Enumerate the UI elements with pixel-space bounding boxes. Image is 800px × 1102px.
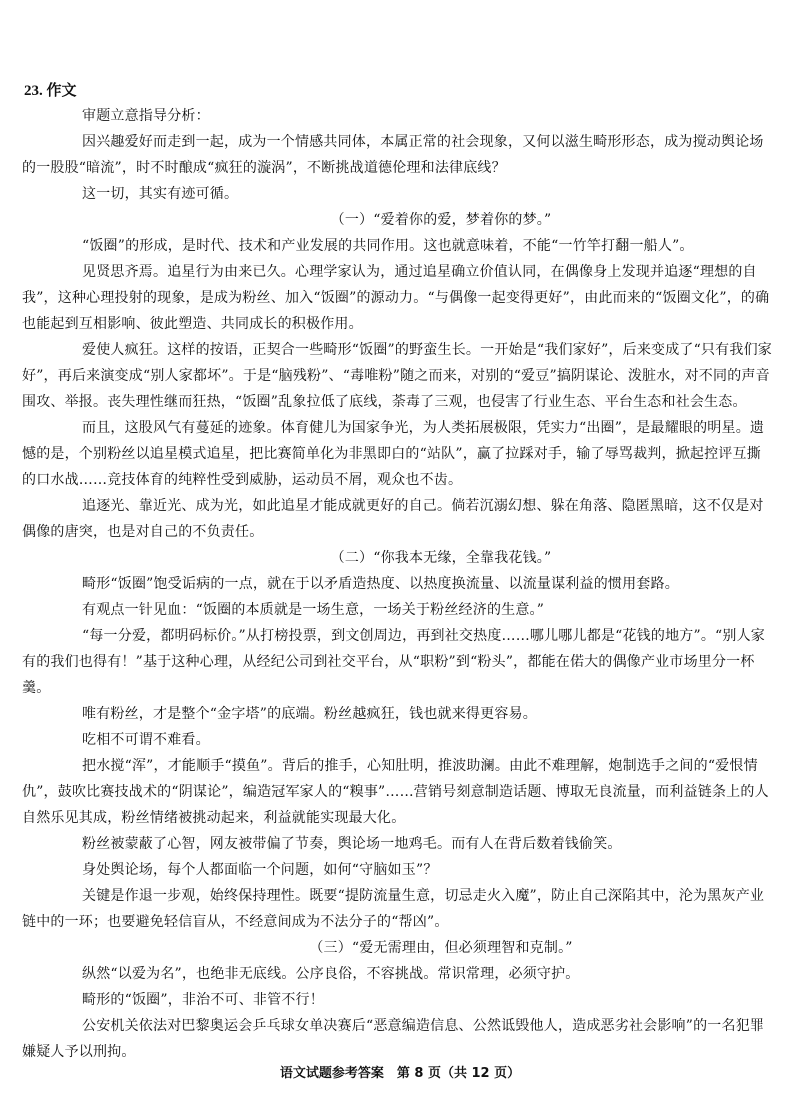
paragraph: 有观点一针见血：“饭圈的本质就是一场生意，一场关于粉丝经济的生意。” (82, 602, 545, 618)
section-heading-guidance: 审题立意指导分析： (82, 108, 210, 124)
paragraph: 畸形的“饭圈”，非治不可、非管不行！ (82, 992, 324, 1008)
paragraph: 身处舆论场，每个人都面临一个问题，如何“守脑如玉”？ (82, 862, 438, 878)
paragraph: 追逐光、靠近光、成为光，如此追星才能成就更好的自己。倘若沉溺幻想、躲在角落、隐匿黑暗，这不仅是对偶像的唐突，也是对自己的不负责任。 (22, 498, 764, 540)
page-footer: 语文试题参考答案 第 8 页（共 12 页） (279, 1066, 521, 1081)
paragraph: 这一切，其实有迹可循。 (82, 186, 239, 202)
subheading-one: （一）“爱着你的爱，梦着你的梦。” (330, 212, 552, 228)
paragraph: 吃相不可谓不难看。 (82, 732, 210, 748)
paragraph: 唯有粉丝，才是整个“金字塔”的底端。粉丝越疯狂，钱也就来得更容易。 (82, 706, 537, 722)
paragraph: 把水搅“浑”，才能顺手“摸鱼”。背后的推手，心知肚明，推波助澜。由此不难理解，炮制选手之间的“爱恨情仇”，鼓吹比赛技战术的“阴谋论”，编造冠军家人的“糗事”……营销号刻意制造话题、博取无良流量，而利益链条上的人自然乐见其成，粉丝情绪被挑动起来，利益就能实现最大化。 (22, 758, 769, 826)
paragraph: “饭圈”的形成，是时代、技术和产业发展的共同作用。这也就意味着，不能“一竹竿打翻一船人”。 (82, 238, 694, 254)
paragraph: 畸形“饭圈”饱受诟病的一点，就在于以矛盾造热度、以热度换流量、以流量谋利益的惯用套路。 (82, 576, 679, 592)
essay-guidance-body (22, 103, 772, 1065)
paragraph: 因兴趣爱好而走到一起，成为一个情感共同体，本属正常的社会现象，又何以滋生畸形形态，成为搅动舆论场的一股股“暗流”，时不时酿成“疯狂的漩涡”，不断挑战道德伦理和法律底线？ (22, 134, 764, 176)
paragraph: 粉丝被蒙蔽了心智，网友被带偏了节奏，舆论场一地鸡毛。而有人在背后数着钱偷笑。 (82, 836, 622, 852)
paragraph: 见贤思齐焉。追星行为由来已久。心理学家认为，通过追星确立价值认同，在偶像身上发现并追逐“理想的自我”，这种心理投射的现象，是成为粉丝、加入“饭圈”的源动力。“与偶像一起变得更好”，由此而来的“饭圈文化”，的确也能起到互相影响、彼此塑造、共同成长的积极作用。 (22, 264, 770, 332)
paragraph: 爱使人疯狂。这样的按语，正契合一些畸形“饭圈”的野蛮生长。一开始是“我们家好”，后来变成了“只有我们家好”，再后来演变成“别人家都坏”。于是“脑残粉”、“毒唯粉”随之而来，对别的“爱豆”搞阴谋论、泼脏水，对不同的声音围攻、举报。丧失理性继而狂热，“饭圈”乱象拉低了底线，荼毒了三观，也侵害了行业生态、平台生态和社会生态。 (22, 342, 772, 410)
question-title: 23. 作文 (24, 83, 77, 99)
paragraph: 公安机关依法对巴黎奥运会乒乓球女单决赛后“恶意编造信息、公然诋毁他人，造成恶劣社会影响”的一名犯罪嫌疑人予以刑拘。 (22, 1018, 765, 1060)
paragraph: “每一分爱，都明码标价。”从打榜投票，到文创周边，再到社交热度……哪儿哪儿都是“花钱的地方”。“别人家有的我们也得有！”基于这种心理，从经纪公司到社交平台，从“职粉”到“粉头”，都能在偌大的偶像产业市场里分一杯羹。 (22, 628, 765, 696)
subheading-two: （二）“你我本无缘，全靠我花钱。” (330, 550, 552, 566)
paragraph: 而且，这股风气有蔓延的迹象。体育健儿为国家争光，为人类拓展极限，凭实力“出圈”，是最耀眼的明星。遗憾的是，个别粉丝以追星模式追星，把比赛简单化为非黑即白的“站队”，赢了拉踩对手，输了辱骂裁判，掀起控评互撕的口水战……竞技体育的纯粹性受到威胁，运动员不屑，观众也不齿。 (22, 420, 765, 488)
paragraph: 纵然“以爱为名”，也绝非无底线。公序良俗，不容挑战。常识常理，必须守护。 (82, 966, 580, 982)
paragraph: 关键是作退一步观，始终保持理性。既要“提防流量生意，切忌走火入魔”，防止自己深陷其中，沦为黑灰产业链中的一环；也要避免轻信盲从，不经意间成为不法分子的“帮凶”。 (22, 888, 765, 930)
subheading-three: （三）“爱无需理由，但必须理智和克制。” (309, 940, 573, 956)
